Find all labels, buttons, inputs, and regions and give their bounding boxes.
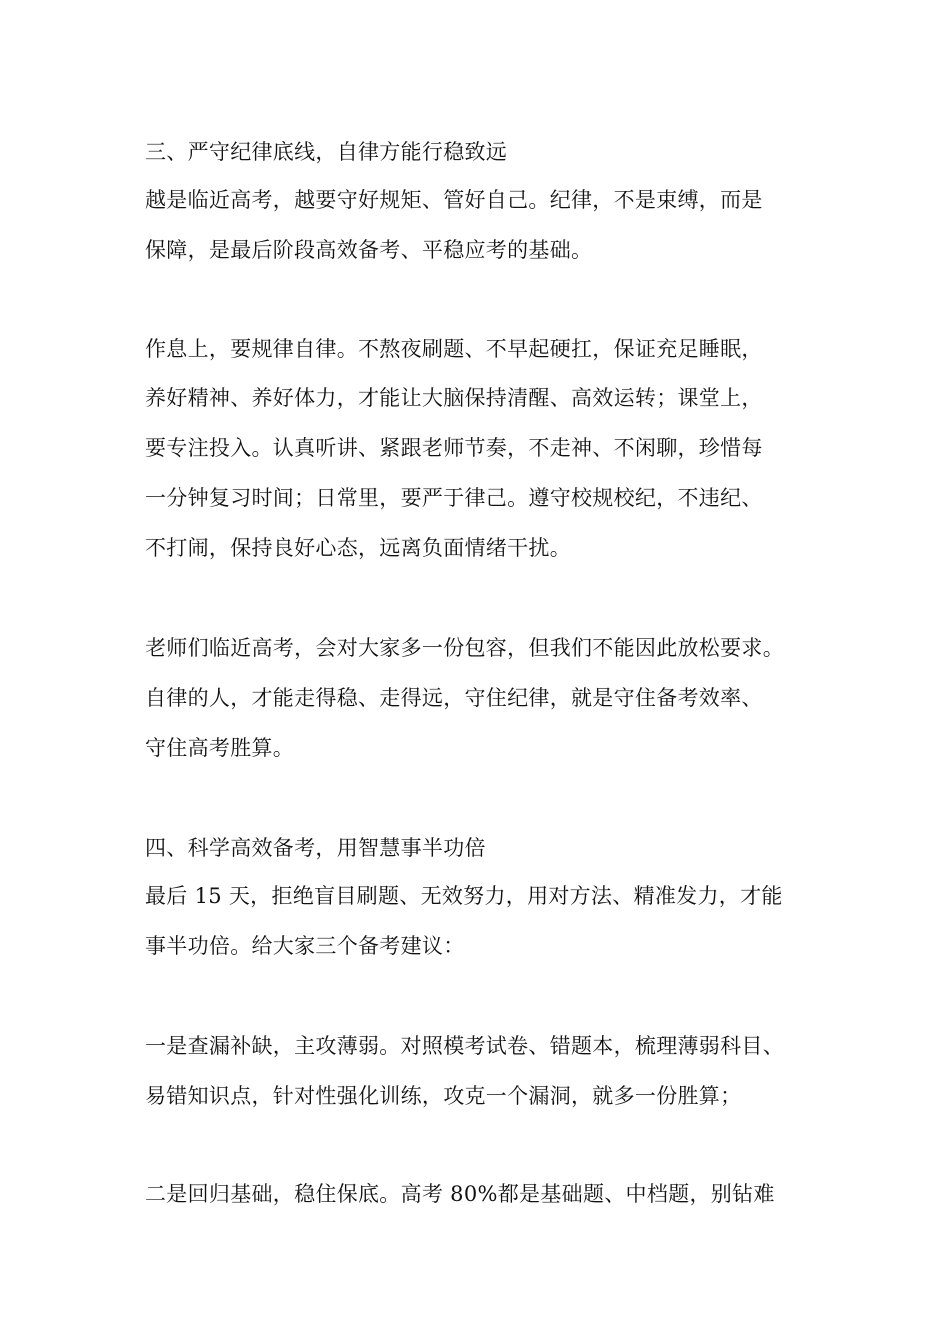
section-heading: 三、严守纪律底线，自律方能行稳致远 [145, 140, 508, 164]
paragraph-line: 越是临近高考，越要守好规矩、管好自己。纪律，不是束缚，而是 [145, 188, 763, 212]
paragraph-line: 作息上，要规律自律。不熬夜刷题、不早起硬扛，保证充足睡眠， [145, 337, 763, 361]
paragraph-line: 一是查漏补缺，主攻薄弱。对照模考试卷、错题本，梳理薄弱科目、 [145, 1034, 784, 1058]
paragraph-line: 最后 15 天，拒绝盲目刷题、无效努力，用对方法、精准发力，才能 [145, 884, 783, 908]
paragraph-line: 养好精神、养好体力，才能让大脑保持清醒、高效运转；课堂上， [145, 386, 763, 410]
paragraph-line: 事半功倍。给大家三个备考建议： [145, 934, 465, 958]
paragraph-line: 不打闹，保持良好心态，远离负面情绪干扰。 [145, 536, 571, 560]
paragraph-line: 二是回归基础，稳住保底。高考 80%都是基础题、中档题，别钻难 [145, 1182, 775, 1206]
paragraph-line: 要专注投入。认真听讲、紧跟老师节奏，不走神、不闲聊，珍惜每 [145, 436, 763, 460]
paragraph-line: 保障，是最后阶段高效备考、平稳应考的基础。 [145, 238, 593, 262]
paragraph-line: 守住高考胜算。 [145, 736, 295, 760]
paragraph-line: 老师们临近高考，会对大家多一份包容，但我们不能因此放松要求。 [145, 636, 784, 660]
paragraph-line: 一分钟复习时间；日常里，要严于律己。遵守校规校纪，不违纪、 [145, 486, 763, 510]
paragraph-line: 自律的人，才能走得稳、走得远，守住纪律，就是守住备考效率、 [145, 686, 763, 710]
paragraph-line: 易错知识点，针对性强化训练，攻克一个漏洞，就多一份胜算； [145, 1084, 742, 1108]
section-heading: 四、科学高效备考，用智慧事半功倍 [145, 836, 486, 860]
